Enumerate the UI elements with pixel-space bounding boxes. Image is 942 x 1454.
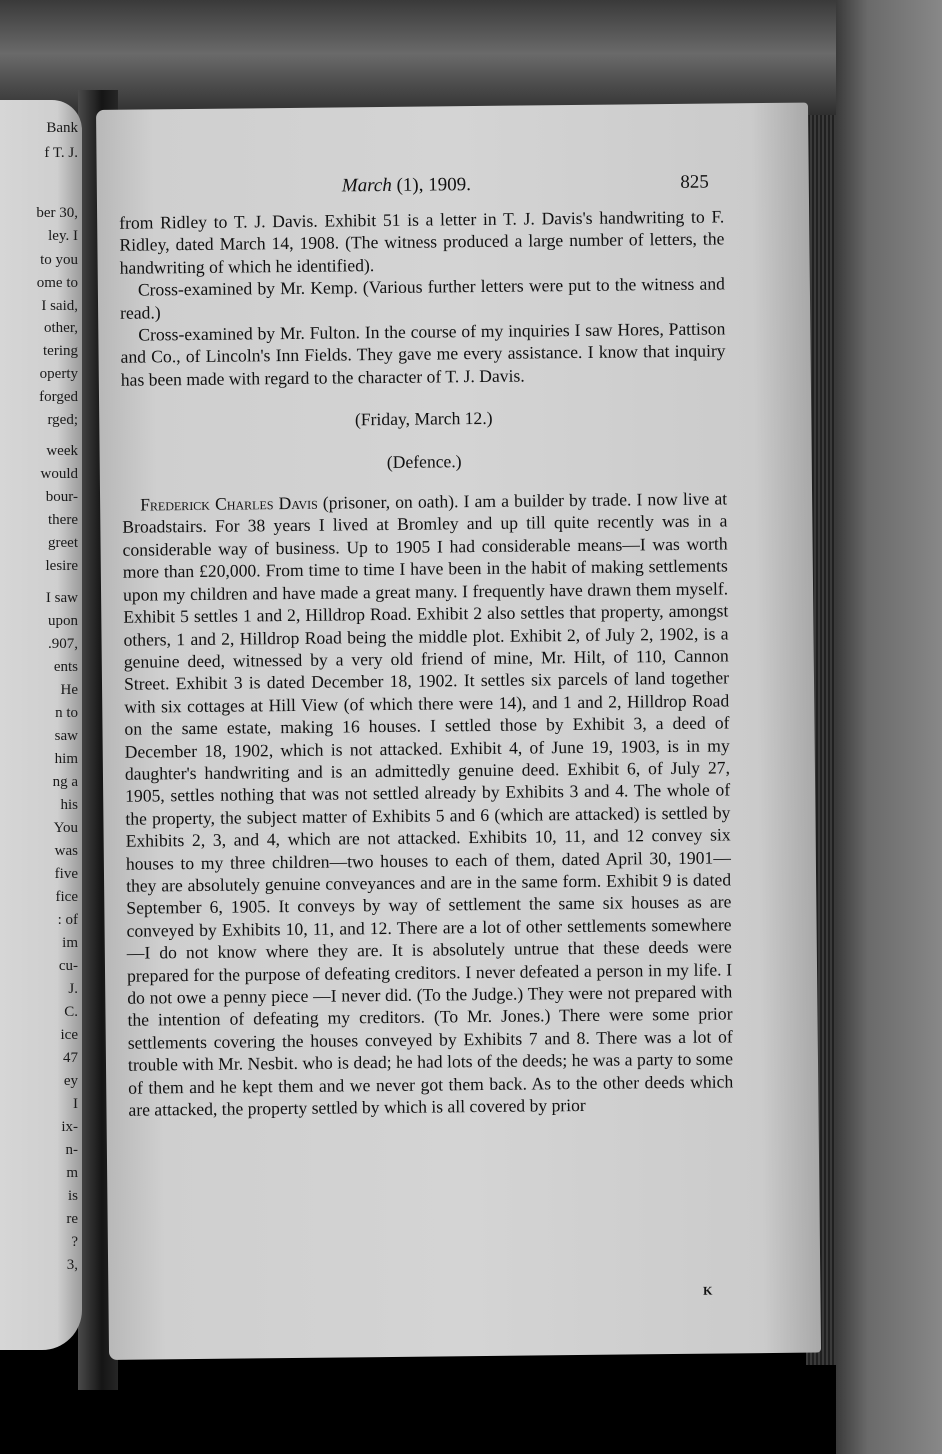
left-page-fragment: n- [65, 1142, 78, 1158]
page-number: 825 [680, 171, 709, 193]
left-page-fragment: cu- [58, 958, 78, 974]
left-page-fragment: Bank [46, 120, 78, 136]
background-right [836, 0, 942, 1454]
left-page-fragment: ley. I [48, 228, 78, 244]
left-page-fragment: would [40, 466, 78, 482]
left-page-fragment: lesire [45, 558, 78, 574]
left-page-fragment: You [53, 820, 78, 836]
left-page-fragment: I [73, 1096, 78, 1112]
left-page [0, 100, 82, 1350]
left-page-fragment: : of [57, 912, 78, 928]
left-page-fragment: ng a [52, 774, 78, 790]
left-page-fragment: rged; [47, 412, 78, 428]
left-page-fragment: C. [64, 1004, 78, 1020]
left-page-fragment: to you [40, 252, 78, 268]
left-page-fragment: tering [43, 343, 78, 359]
left-page-fragment: ber 30, [36, 205, 78, 221]
running-head [97, 171, 809, 197]
left-page-fragment: forged [39, 389, 78, 405]
left-page-fragment: I saw [45, 590, 78, 606]
left-page-fragment: 3, [66, 1257, 78, 1273]
left-page-fragment: ome to [36, 275, 78, 291]
running-head-title: March (1), 1909. [341, 174, 472, 197]
left-page-fragment: him [54, 751, 78, 767]
left-page-fragment: ix- [61, 1119, 78, 1135]
left-page-fragment: saw [54, 728, 78, 744]
left-page-fragment: He [60, 682, 78, 698]
left-page-fragment: fice [55, 889, 78, 905]
left-page-fragment: five [54, 866, 78, 882]
left-page-fragment: J. [68, 981, 78, 997]
left-page-fragment: .907, [48, 636, 78, 652]
left-page-fragment: ey [63, 1073, 78, 1089]
left-page-fragment: re [66, 1211, 78, 1227]
paragraph: Cross-examined by Mr. Fulton. In the course of my inquiries I saw Hores, Pattison and Co., of Lincoln's Inn Fields. They gave me every assistance. I know that inquiry has been made with regard to the character of T. J. Davis. [120, 318, 726, 390]
left-page-fragment: ice [60, 1027, 78, 1043]
section-heading: (Defence.) [386, 450, 462, 472]
left-page-fragment: I said, [41, 298, 78, 314]
left-page-fragment: f T. J. [44, 145, 78, 161]
left-page-fragment: week [46, 443, 78, 459]
left-page-fragment: m [66, 1165, 78, 1181]
testimony-text: (prisoner, on oath). I am a builder by trade. I now live at Broadstairs. For 38 years I lived at Bromley and up till quite recently was in a considerable way of business. Up to 1905 I had considerable means—I was worth more than £20,000. From time to time I have been in the habit of making settlements upon my children and have made a great many. I frequently have drawn them myself. Exhibit 5 settles 1 and 2, Hilldrop Road. Exhibit 2 also settles that property, amongst others, 1 and 2, Hilldrop Road being the middle plot. Exhibit 2, of July 2, 1902, is a genuine deed, witnessed by a very old friend of mine, Mr. Hilt, of 110, Cannon Street. Exhibit 3 is dated December 18, 1902. It settles six parcels of land together with six cottages at Hill View (of which there were 14), and 1 and 2, Hilldrop Road on the same estate, making 16 houses. I settled those by Exhibit 3, a deed of December 18, 1902, which is not attacked. Exhibit 4, of June 19, 1903, is in my daughter's handwriting and is an admittedly genuine deed. Exhibit 6, of July 27, 1905, settles nothing that was not settled already by Exhibits 3 and 4. The whole of the property, the subject matter of Exhibits 5 and 6 (which are attacked) is settled by Exhibits 2, 3, and 4, which are not attacked. Exhibits 10, 11, and 12 convey six houses to my three children—two houses to each of them, dated April 30, 1901—they are absolutely genuine conveyances and are in the same form. Exhibit 9 is dated September 6, 1905. It conveys by way of settlement the same six houses as are conveyed by Exhibits 10, 11, and 12. There are a lot of other settlements somewhere—I do not know where they are. It is absolutely untrue that these deeds were prepared for the purpose of defeating creditors. I never defeated a person in my life. I do not owe a penny piece —I never did. (To the Judge.) They were not prepared with the intention of defeating my creditors. (To Mr. Jones.) There were some prior settlements covering the houses conveyed by Exhibits 7 and 8. There was a lot of trouble with Mr. Nesbit. who is dead; he had lots of the deeds; he was a party to some of them and he kept them and we never got them back. As to the other deeds which are attacked, the property settled by which is all covered by prior [122, 488, 734, 1120]
left-page-fragment: n to [55, 705, 78, 721]
left-page-fragment: his [60, 797, 78, 813]
left-page-fragment: is [67, 1188, 78, 1204]
left-page-fragment: was [54, 843, 78, 859]
paragraph: from Ridley to T. J. Davis. Exhibit 51 is a letter in T. J. Davis's handwriting to F. Ridley, dated March 14, 1908. (The witness produced a large number of letters, the handwriting of which he identified). [119, 206, 725, 278]
witness-testimony [122, 487, 734, 1121]
witness-name: Frederick Charles Davis [140, 492, 318, 515]
left-page-fragment: ? [71, 1234, 78, 1250]
left-page-fragment: upon [48, 613, 78, 629]
date-heading: (Friday, March 12.) [354, 408, 493, 430]
page-body [119, 205, 733, 1121]
signature-mark: K [702, 1283, 713, 1298]
left-page-fragment: bour- [45, 489, 78, 505]
left-page-fragment: greet [48, 535, 78, 551]
paragraph: Cross-examined by Mr. Kemp. (Various further letters were put to the witness and read.) [120, 273, 725, 323]
right-page [96, 103, 821, 1360]
left-page-fragment: there [48, 512, 78, 528]
left-page-fragment: 47 [63, 1050, 78, 1066]
left-page-fragment: other, [44, 320, 78, 336]
left-page-fragment: im [62, 935, 78, 951]
left-page-fragment: ents [53, 659, 78, 675]
left-page-fragment: operty [39, 366, 78, 382]
